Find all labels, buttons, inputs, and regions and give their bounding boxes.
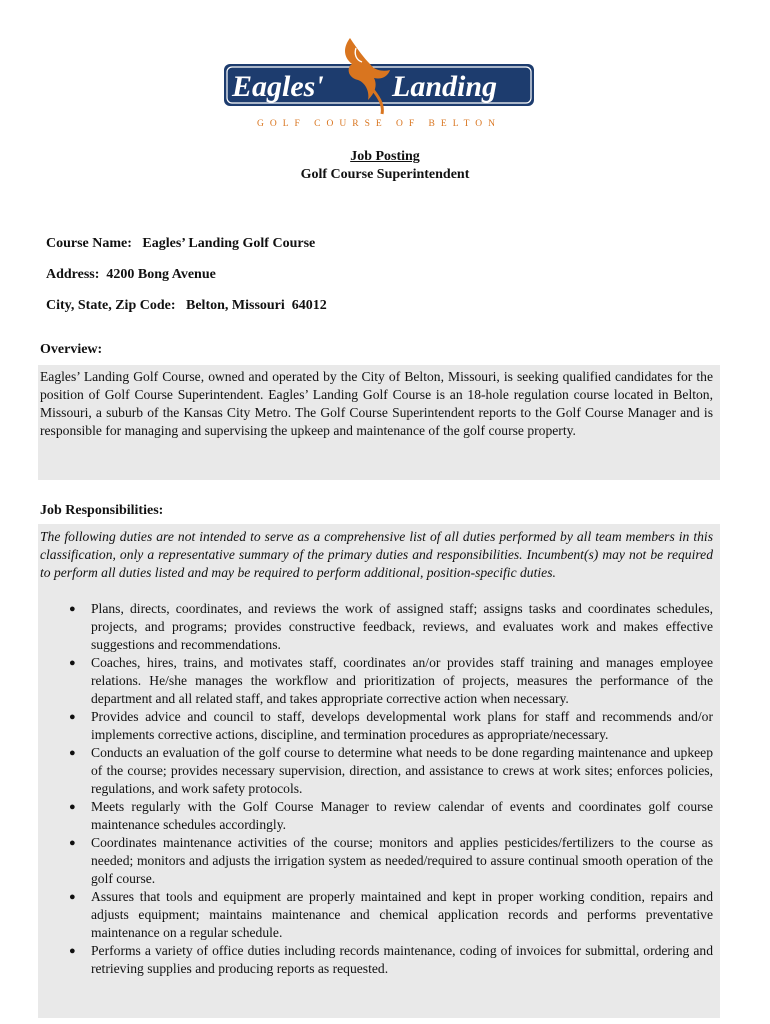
address-field: Address: 4200 Bong Avenue [46, 267, 216, 282]
duty-text: Performs a variety of office duties including records maintenance, coding of invoices for submittal, ordering and retrieving supplies and producing reports as requested. [91, 943, 713, 976]
logo-tagline: GOLF COURSE OF BELTON [257, 119, 501, 129]
course-name-field: Course Name: Eagles’ Landing Golf Course [46, 236, 316, 251]
bullet-icon: ● [69, 657, 76, 669]
bullet-icon: ● [69, 837, 76, 849]
bullet-icon: ● [69, 891, 76, 903]
duty-text: Meets regularly with the Golf Course Manager to review calendar of events and coordinates golf course maintenance schedules accordingly. [91, 799, 713, 832]
logo-graphic [222, 34, 536, 130]
duty-text: Plans, directs, coordinates, and reviews the work of assigned staff; assigns tasks and coordinates schedules, projects, and programs; provides constructive feedback, reviews, and evaluates work and makes effective suggestions and recommendations. [91, 601, 713, 652]
bullet-icon: ● [69, 711, 76, 723]
bullet-icon: ● [69, 603, 76, 615]
position-title: Golf Course Superintendent [300, 167, 470, 182]
duty-item [40, 654, 713, 708]
bullet-icon: ● [69, 945, 76, 957]
duty-item [40, 798, 713, 834]
logo-word-1: Eagles' [232, 70, 324, 103]
duty-item [40, 600, 713, 654]
duties-list [40, 600, 713, 978]
responsibilities-intro: The following duties are not intended to serve as a comprehensive list of all duties performed by all team members in this classification, only a representative summary of the primary duties and responsibilities. Incumbent(s) may not be required to perform all duties listed and may be required to perform additional, position-specific duties. [40, 529, 713, 580]
overview-heading: Overview: [40, 342, 103, 357]
duty-text: Coordinates maintenance activities of the course; monitors and applies pesticides/fertilizers to the course as needed; monitors and adjusts the irrigation system as needed/required to assure continual smooth operation of the golf course. [91, 835, 713, 886]
eagles-landing-logo [222, 34, 536, 130]
duty-item [40, 708, 713, 744]
bullet-icon: ● [69, 801, 76, 813]
city-state-zip-field: City, State, Zip Code: Belton, Missouri 64012 [46, 298, 327, 313]
duty-item [40, 942, 713, 978]
duty-item [40, 744, 713, 798]
duty-text: Provides advice and council to staff, develops developmental work plans for staff and recommends and/or implements corrective actions, discipline, and termination procedures as appropriate/necessary. [91, 709, 713, 742]
overview-text: Eagles’ Landing Golf Course, owned and operated by the City of Belton, Missouri, is seeking qualified candidates for the position of Golf Course Superintendent. Eagles’ Landing Golf Course is an 18-hole regulation course located in Belton, Missouri, a suburb of the Kansas City Metro. The Golf Course Superintendent reports to the Golf Course Manager and is responsible for managing and supervising the upkeep and maintenance of the golf course property. [40, 369, 713, 438]
duty-text: Coaches, hires, trains, and motivates staff, coordinates an/or provides staff training and manages employee relations. He/she manages the workflow and prioritization of projects, measures the performance of the department and all related staff, and takes appropriate corrective action when necessary. [91, 655, 713, 706]
duty-text: Conducts an evaluation of the golf course to determine what needs to be done regarding maintenance and upkeep of the course; provides necessary supervision, direction, and assistance to crews at work sites; enforces policies, regulations, and work safety protocols. [91, 745, 713, 796]
duty-text: Assures that tools and equipment are properly maintained and kept in proper working condition, repairs and adjusts equipment; maintains maintenance and chemical application records and performs preventative maintenance on a regular schedule. [91, 889, 713, 940]
logo-word-2: Landing [392, 70, 498, 103]
responsibilities-heading: Job Responsibilities: [40, 503, 164, 518]
bullet-icon: ● [69, 747, 76, 759]
duty-item [40, 834, 713, 888]
duty-item [40, 888, 713, 942]
posting-title: Job Posting [350, 149, 420, 164]
